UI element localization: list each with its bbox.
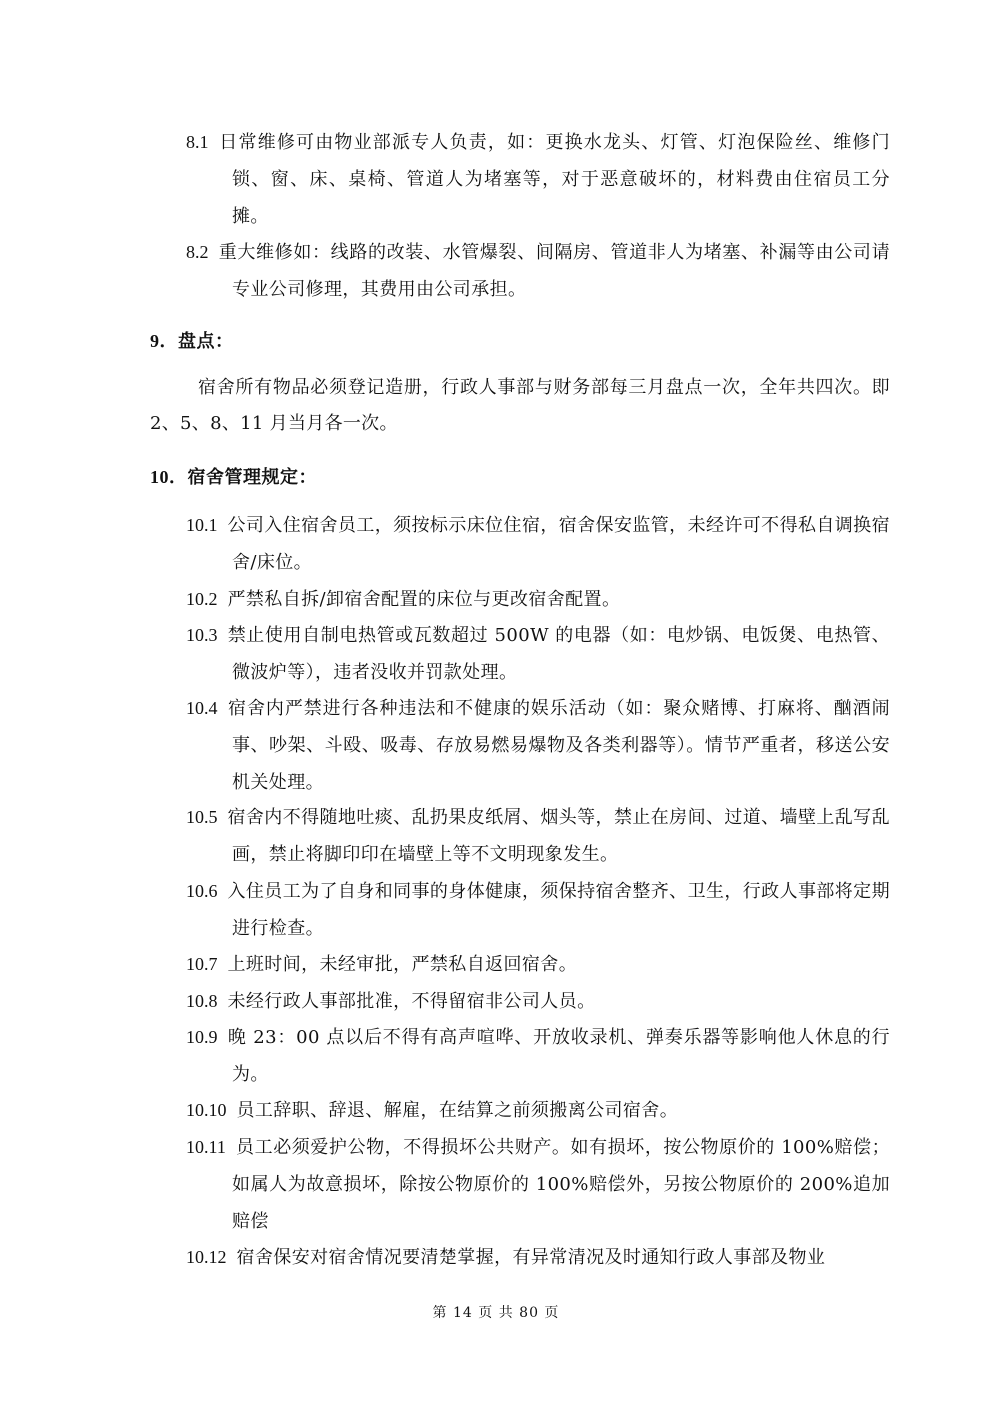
clause-10-11 [186,1129,890,1240]
section-9-paragraph: 宿舍所有物品必须登记造册，行政人事部与财务部每三月盘点一次，全年共四次。即 2、5、8、11 月当月各一次。 [150,377,890,434]
clause-text: 严禁私自拆/卸宿舍配置的床位与更改宿舍配置。 [227,589,621,610]
clause-8-1 [186,124,890,235]
clause-10-7 [186,946,890,983]
clause-text: 上班时间，未经审批，严禁私自返回宿舍。 [227,954,578,975]
clause-text: 宿舍保安对宿舍情况要清楚掌握，有异常清况及时通知行政人事部及物业 [236,1247,826,1268]
clause-8-2 [186,234,890,308]
clause-number: 10.10 [186,1100,227,1120]
section-title: ．盘点： [159,331,234,352]
clause-10-1 [186,507,890,581]
clause-number: 10.2 [186,589,218,609]
clause-10-5 [186,799,890,873]
clause-number: 10.9 [186,1027,218,1047]
page-footer: 第 14 页 共 80 页 [432,1305,560,1321]
clause-number: 10.3 [186,625,218,645]
clause-text: 宿舍内不得随地吐痰、乱扔果皮纸屑、烟头等，禁止在房间、过道、墙壁上乱写乱画，禁止将脚印印在墙壁上等不文明现象发生。 [227,807,890,865]
clause-text: 晚 23：00 点以后不得有高声喧哗、开放收录机、弹奏乐器等影响他人休息的行为。 [227,1027,890,1085]
clause-10-9 [186,1019,890,1093]
clause-number: 10.4 [186,698,218,718]
clause-text: 宿舍内严禁进行各种违法和不健康的娱乐活动（如：聚众赌博、打麻将、酗酒闹事、吵架、斗殴、吸毒、存放易燃易爆物及各类利器等）。情节严重者，移送公安机关处理。 [227,698,890,793]
clause-number: 10.1 [186,515,218,535]
clause-10-4 [186,690,890,801]
clause-number: 10.12 [186,1247,227,1267]
clause-10-12 [186,1239,890,1276]
clause-text: 重大维修如：线路的改装、水管爆裂、间隔房、管道非人为堵塞、补漏等由公司请专业公司修理，其费用由公司承担。 [218,242,890,300]
clause-text: 公司入住宿舍员工，须按标示床位住宿，宿舍保安监管，未经许可不得私自调换宿舍/床位。 [227,515,890,573]
clause-text: 员工辞职、辞退、解雇，在结算之前须搬离公司宿舍。 [236,1100,679,1121]
section-number: 9 [150,331,160,351]
clause-number: 10.8 [186,991,218,1011]
clause-text: 员工必须爱护公物，不得损坏公共财产。如有损坏，按公物原价的 100%赔偿； 如属人为故意损坏，除按公物原价的 100%赔偿外，另按公物原价的 200%追加赔偿 [232,1137,890,1232]
clause-10-8 [186,983,890,1020]
clause-text: 禁止使用自制电热管或瓦数超过 500W 的电器（如：电炒锅、电饭煲、电热管、微波炉等），违者没收并罚款处理。 [227,625,890,683]
clause-text: 日常维修可由物业部派专人负责，如：更换水龙头、灯管、灯泡保险丝、维修门锁、窗、床、桌椅、管道人为堵塞等，对于恶意破坏的，材料费由住宿员工分摊。 [218,132,890,227]
clause-10-3 [186,617,890,691]
clause-number: 10.7 [186,954,218,974]
clause-number: 10.11 [186,1137,226,1157]
clause-text: 未经行政人事部批准，不得留宿非公司人员。 [227,991,596,1012]
clause-10-10 [186,1092,890,1129]
section-heading-9 [150,326,234,357]
section-title: ．宿舍管理规定： [169,467,317,488]
clause-10-6 [186,873,890,947]
clause-text: 入住员工为了自身和同事的身体健康，须保持宿舍整齐、卫生，行政人事部将定期进行检查。 [227,881,890,939]
clause-number: 8.1 [186,132,209,152]
clause-number: 10.5 [186,807,218,827]
section-heading-10 [150,462,317,493]
section-number: 10 [150,467,169,487]
clause-10-2 [186,581,890,618]
clause-number: 10.6 [186,881,218,901]
clause-number: 8.2 [186,242,209,262]
